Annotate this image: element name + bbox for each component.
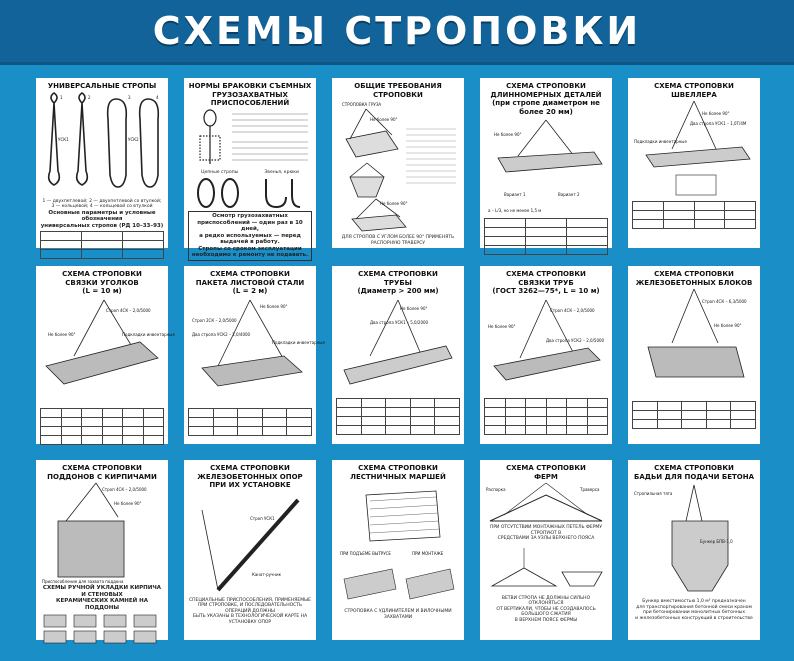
card-steel-sheets (184, 266, 325, 444)
card-caption: Бункер вместимостью 1,0 м³ предназначен для транспортирования бетонной смеси краном при бетонировании монолитных бетонных и железобетонных конструкций в строительстве (635, 599, 753, 621)
pipe-bundle-table (484, 398, 608, 435)
channel-table (632, 201, 756, 229)
label-sling: Строп 4СК – 2,0/5000 (550, 307, 595, 313)
params-table (40, 231, 164, 259)
page-title: СХЕМЫ СТРОПОВКИ (152, 9, 642, 53)
label-traverse: Траверса (580, 487, 600, 492)
card-caption: СПЕЦИАЛЬНЫЕ ПРИСПОСОБЛЕНИЯ, ПРИМЕНЯЕМЫЕ ПРИ СТРОПОВКЕ, И ПОСЛЕДОВАТЕЛЬНОСТЬ ОПЕРАЦИЙ ДОЛЖНЫ БЫТЬ УКАЗАНЫ В ТЕХНОЛОГИЧЕСКОЙ КАРТЕ НА УСТАНОВКУ ОПОР (189, 597, 311, 625)
card-caption: ДЛЯ СТРОПОВ С УГЛОМ БОЛЕЕ 90° ПРИМЕНЯТЬ РАСПОРНУЮ ТРАВЕРСУ (341, 235, 455, 246)
label-slings: Два стропа УСК1 – 5,0/2000 (370, 319, 429, 325)
label-rope: Канат-ручник (252, 571, 282, 577)
bricks-stacking-diagram (40, 611, 164, 645)
card-angle-bundle (36, 266, 175, 444)
label-sling: Строп 4СК – 2,0/5000 (102, 487, 147, 492)
card-caption: 1 — двухпетлевой; 2 — двухпетлевой со втулкой; 3 — кольцевой; 4 — кольцевой со втулкой (42, 198, 162, 209)
label-distance: a – L/3, но не менее 1,5 м (488, 208, 542, 213)
label-pads: Подкладки инвентарные (272, 339, 325, 345)
label-variant-1: Вариант 1 (504, 192, 526, 197)
blocks-diagram (632, 287, 756, 399)
pipe-bundle-diagram (484, 296, 608, 396)
long-parts-diagram (484, 116, 608, 216)
bucket-diagram (632, 481, 756, 599)
label-links-hooks: Звенья, крюки (264, 169, 299, 175)
card-pipe-bundle (480, 266, 612, 444)
truss-diagram (484, 481, 608, 525)
sheets-table (188, 408, 312, 436)
card-pipe (332, 266, 464, 444)
label-slings: Два стропа УСК1 – 1,0T/4M (690, 121, 747, 126)
stairs-diagram (336, 481, 460, 609)
label-bunker: Бункер БПВ-1,0 (700, 539, 733, 544)
card-stair-flights (332, 460, 464, 640)
truss-detail-diagram (484, 542, 608, 596)
label-1: 1 (60, 94, 63, 100)
angle-bundle-diagram (40, 296, 175, 406)
general-diagram (336, 99, 460, 235)
card-title: СХЕМА СТРОПОВКИ ПАКЕТА ЛИСТОВОЙ СТАЛИ (L = 2 м) (195, 270, 305, 295)
label-angle: Не более 90° (48, 331, 76, 337)
header-bar (0, 0, 794, 65)
label-angle: Не более 90° (114, 501, 142, 506)
label-angle-2: Не более 90° (380, 201, 408, 206)
angle-table (40, 408, 164, 445)
card-concrete-blocks (628, 266, 760, 444)
card-caption: Осмотр грузозахватных приспособлений — один раз в 10 дней, а редко используемых — перед выдачей в работу. Стропы со сроком эксплуатации необходимо к ремонту не подавать. (188, 211, 312, 261)
card-universal-slings (36, 78, 168, 248)
label-sling: Строп 4СК – 2,0/5000 (106, 307, 151, 313)
card-title: СХЕМА СТРОПОВКИ ФЕРМ (506, 464, 586, 481)
label-rod: Стропильная тяга (634, 491, 673, 496)
card-long-parts (480, 78, 612, 248)
label-usk2: УСК2 (128, 136, 139, 142)
card-title: СХЕМА СТРОПОВКИ ЛЕСТНИЧНЫХ МАРШЕЙ (350, 464, 446, 481)
label-lifting: ПРИ ПОДЪЕМЕ ВЫТРУСЕ (340, 551, 391, 556)
card-title: ОБЩИЕ ТРЕБОВАНИЯ СТРОПОВКИ (354, 82, 442, 99)
label-pads: Подкладки инвентарные (634, 139, 687, 144)
channel-diagram (632, 99, 756, 199)
label-load-slinging: СТРОПОВКА ГРУЗА (342, 102, 382, 107)
pallets-diagram (40, 481, 164, 585)
label-angle: Не более 90° (400, 305, 428, 311)
label-sling: Строп УСК1 (250, 515, 275, 521)
card-general-requirements (332, 78, 464, 248)
label-grip: Приспособление для захвата поддона (42, 579, 124, 584)
pipe-table (336, 398, 460, 435)
label-variant-2: Вариант 2 (558, 192, 580, 197)
label-4: 4 (156, 94, 159, 100)
card-title: УНИВЕРСАЛЬНЫЕ СТРОПЫ (47, 82, 157, 90)
label-chain-slings: Цепные стропы (201, 169, 239, 175)
steel-sheets-diagram (188, 296, 325, 406)
card-concrete-poles (184, 460, 316, 640)
card-title: СХЕМА СТРОПОВКИ СВЯЗКИ ТРУБ (ГОСТ 3262—75*, L = 10 м) (492, 270, 600, 295)
label-pads: Подкладки инвентарные (122, 331, 175, 337)
label-slings: Два стропа УСК2 – 2,0/4000 (192, 331, 251, 337)
label-2: 2 (88, 94, 91, 100)
card-caption-2: Основные параметры и условные обозначения универсальных стропов (РД 10–33–93) (40, 209, 164, 229)
card-title: СХЕМА СТРОПОВКИ ЖЕЛЕЗОБЕТОННЫХ ОПОР ПРИ ИХ УСТАНОВКЕ (197, 464, 303, 489)
label-angle: Не более 90° (494, 132, 522, 137)
card-title: СХЕМА СТРОПОВКИ СВЯЗКИ УГОЛКОВ (L = 10 м) (62, 270, 142, 295)
card-concrete-bucket (628, 460, 760, 640)
card-caption-2: ВЕТВИ СТРОПА НЕ ДОЛЖНЫ СИЛЬНО ОТКЛОНЯТЬСЯ ОТ ВЕРТИКАЛИ, ЧТОБЫ НЕ СОЗДАВАЛОСЬ БОЛЬШОГО СЖАТИЯ В ВЕРХНЕМ ПОЯСЕ ФЕРМЫ (496, 595, 596, 623)
card-channel (628, 78, 760, 248)
slings-diagram (40, 91, 164, 199)
poles-diagram (188, 490, 312, 598)
card-rejection-norms (184, 78, 316, 258)
label-sling: Строп 4СК – 6,3/5000 (702, 299, 747, 304)
card-trusses (480, 460, 612, 640)
label-usk1: УСК1 (58, 136, 69, 142)
card-title: СХЕМА СТРОПОВКИ ШВЕЛЛЕРА (654, 82, 734, 99)
card-title: НОРМЫ БРАКОВКИ СЪЕМНЫХ ГРУЗОЗАХВАТНЫХ ПРИСПОСОБЛЕНИЙ (188, 82, 312, 107)
card-title: СХЕМА СТРОПОВКИ БАДЬИ ДЛЯ ПОДАЧИ БЕТОНА (633, 464, 755, 481)
card-brick-pallets (36, 460, 168, 640)
label-3: 3 (128, 94, 131, 100)
poster-grid (36, 78, 760, 640)
hooks-diagram (188, 175, 312, 211)
rope-diagram (188, 108, 312, 170)
long-parts-table (484, 218, 608, 255)
pipe-diagram (336, 296, 460, 396)
card-title: СХЕМА СТРОПОВКИ ДЛИННОМЕРНЫХ ДЕТАЛЕЙ (при стропе диаметром не более 20 мм) (490, 82, 602, 116)
label-angle: Не более 90° (714, 323, 742, 328)
label-angle: Не более 90° (702, 111, 730, 116)
label-angle-1: Не более 90° (370, 117, 398, 122)
label-sling: Строп 2СК – 2,0/5000 (192, 317, 237, 323)
label-brace: Распорка (486, 487, 506, 492)
label-angle: Не более 90° (260, 303, 288, 309)
card-title: СХЕМА СТРОПОВКИ ТРУБЫ (Диаметр > 200 мм) (357, 270, 439, 295)
card-title: СХЕМА СТРОПОВКИ ЖЕЛЕЗОБЕТОННЫХ БЛОКОВ (635, 270, 753, 287)
card-caption: СХЕМЫ РУЧНОЙ УКЛАДКИ КИРПИЧА И СТЕНОВЫХ КЕРАМИЧЕСКИХ КАМНЕЙ НА ПОДДОНЫ (42, 585, 162, 611)
label-mounting: ПРИ МОНТАЖЕ (412, 551, 444, 556)
card-caption: ПРИ ОТСУТСТВИИ МОНТАЖНЫХ ПЕТЕЛЬ ФЕРМУ СТРОПУЮТ В СРЕДСТВАМИ ЗА УЗЛЫ ВЕРХНЕГО ПОЯСА (489, 525, 603, 541)
card-caption: СТРОПОВКА С УДЛИНИТЕЛЕМ И ВИЛОЧНЫМИ ЗАХВАТАМИ (344, 609, 452, 620)
label-slings: Два стропа УСК2 – 2,0/5000 (546, 337, 605, 343)
card-title: СХЕМА СТРОПОВКИ ПОДДОНОВ С КИРПИЧАМИ (47, 464, 157, 481)
blocks-table (632, 401, 756, 429)
label-angle: Не более 90° (488, 323, 516, 329)
